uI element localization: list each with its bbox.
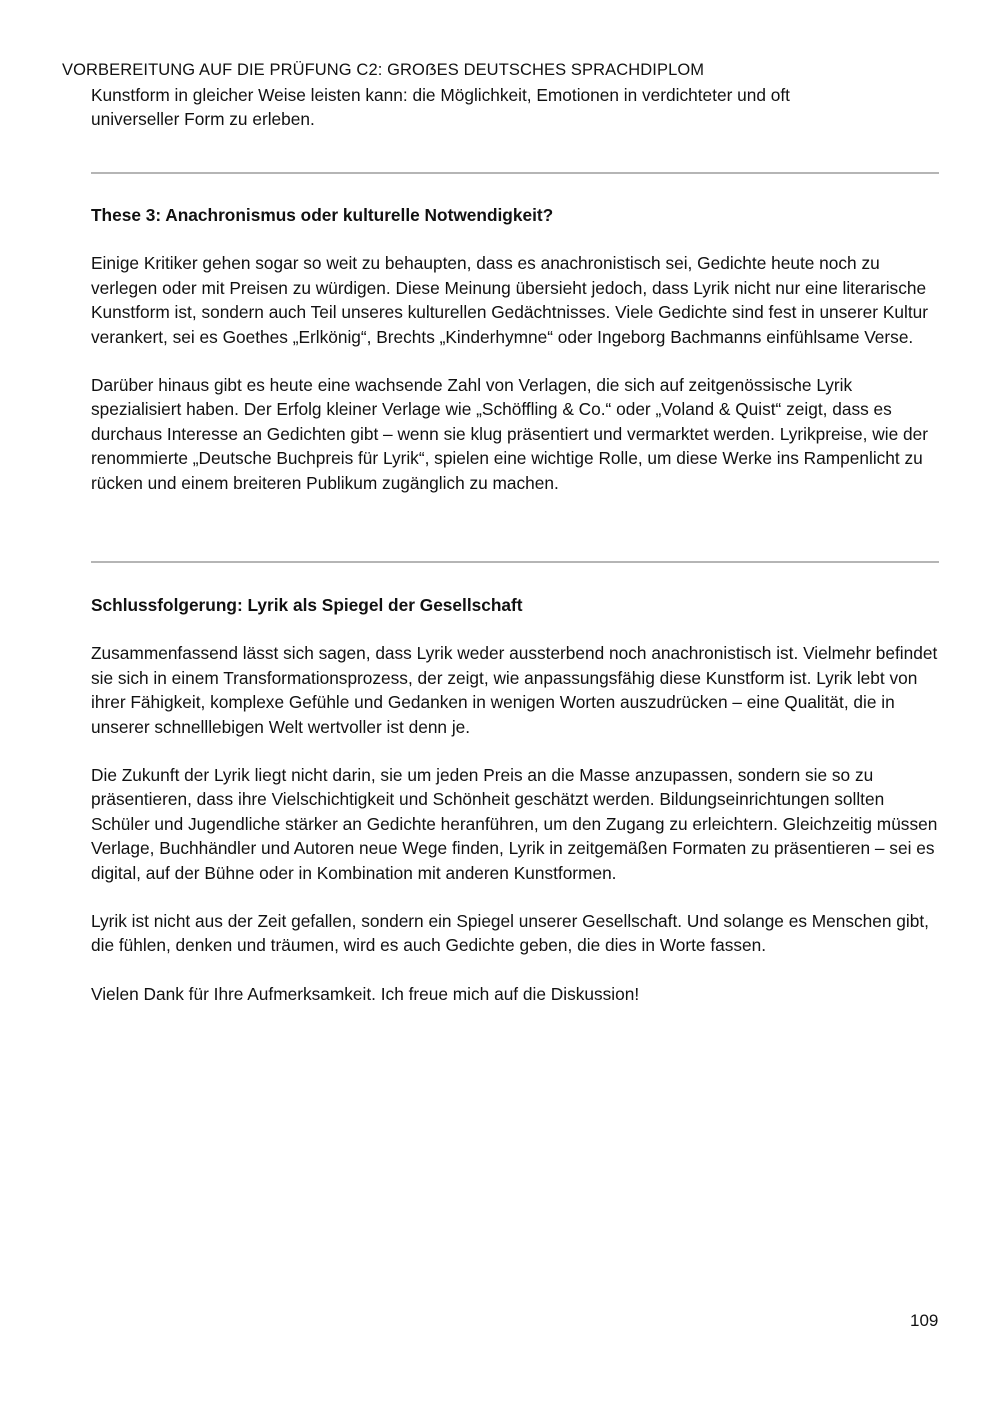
section-divider xyxy=(91,172,939,174)
section-heading: Schlussfolgerung: Lyrik als Spiegel der Gesellschaft xyxy=(91,595,523,615)
paragraph: Zusammenfassend lässt sich sagen, dass Lyrik weder aussterbend noch anachronistisch ist. Vielmehr befindet sie sich in einem Transformationsprozess, der zeigt, wie anpassungsfähig diese Kunstform ist. Lyrik lebt von ihrer Fähigkeit, komplexe Gefühle und Gedanken in wenigen Worten auszudrücken – eine Qualität, die in unserer schnelllebigen Welt wertvoller ist denn je. xyxy=(91,643,938,737)
section-conclusion xyxy=(91,593,943,1006)
continuation-paragraph xyxy=(91,83,871,132)
page-number: 109 xyxy=(910,1311,939,1330)
running-header: VORBEREITUNG AUF DIE PRÜFUNG C2: GROẞES DEUTSCHES SPRACHDIPLOM xyxy=(62,61,705,79)
paragraph: Darüber hinaus gibt es heute eine wachsende Zahl von Verlagen, die sich auf zeitgenössische Lyrik spezialisiert haben. Der Erfolg kleiner Verlage wie „Schöffling & Co.“ oder „Voland & Quist“ zeigt, dass es durchaus Interesse an Gedichten gibt – wenn sie klug präsentiert und vermarktet werden. Lyrikpreise, wie der renommierte „Deutsche Buchpreis für Lyrik“, spielen eine wichtige Rolle, um diese Werke ins Rampenlicht zu rücken und einem breiteren Publikum zugänglich zu machen. xyxy=(91,375,928,493)
paragraph: Die Zukunft der Lyrik liegt nicht darin, sie um jeden Preis an die Masse anzupassen, sondern sie so zu präsentieren, dass ihre Vielschichtigkeit und Schönheit geschätzt werden. Bildungseinrichtungen sollten Schüler und Jugendliche stärker an Gedichte heranführen, um den Zugang zu erleichtern. Gleichzeitig müssen Verlage, Buchhändler und Autoren neue Wege finden, Lyrik in zeitgemäßen Formaten zu präsentieren – sei es digital, auf der Bühne oder in Kombination mit anderen Kunstformen. xyxy=(91,765,938,883)
paragraph: Lyrik ist nicht aus der Zeit gefallen, sondern ein Spiegel unserer Gesellschaft. Und solange es Menschen gibt, die fühlen, denken und träumen, wird es auch Gedichte geben, die dies in Worte fassen. xyxy=(91,911,929,956)
section-heading: These 3: Anachronismus oder kulturelle Notwendigkeit? xyxy=(91,205,554,225)
paragraph: Einige Kritiker gehen sogar so weit zu behaupten, dass es anachronistisch sei, Gedichte heute noch zu verlegen oder mit Preisen zu würdigen. Diese Meinung übersieht jedoch, dass Lyrik nicht nur eine literarische Kunstform ist, sondern auch Teil unseres kulturellen Gedächtnisses. Viele Gedichte sind fest in unserer Kultur verankert, sei es Goethes „Erlkönig“, Brechts „Kinderhymne“ oder Ingeborg Bachmanns einfühlsame Verse. xyxy=(91,253,928,347)
paragraph: Vielen Dank für Ihre Aufmerksamkeit. Ich freue mich auf die Diskussion! xyxy=(91,983,640,1004)
section-divider xyxy=(91,561,939,563)
paragraph-text: Kunstform in gleicher Weise leisten kann: die Möglichkeit, Emotionen in verdichteter und oft universeller Form zu erleben. xyxy=(91,85,790,130)
section-these-3 xyxy=(91,203,943,495)
